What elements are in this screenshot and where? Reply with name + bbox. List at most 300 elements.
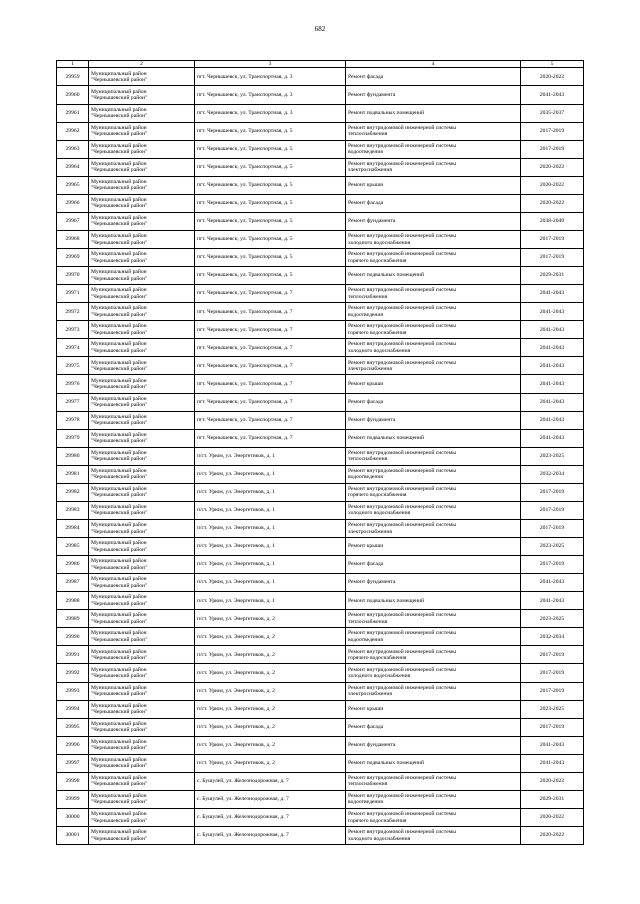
table-header bbox=[57, 61, 584, 68]
work-type-line-2: холодного водоснабжения bbox=[348, 835, 411, 842]
period-cell bbox=[521, 303, 584, 321]
work-type-cell bbox=[346, 592, 521, 610]
row-number-cell bbox=[57, 827, 89, 845]
period-cell bbox=[521, 574, 584, 592]
work-type-line-2: водоотведения bbox=[348, 311, 383, 318]
address: п/ст. Урюм, ул. Энергетиков, д. 1 bbox=[197, 507, 275, 514]
row-number-cell bbox=[57, 519, 89, 537]
municipality-line-1: Муниципальный район bbox=[91, 540, 147, 547]
row-number: 29982 bbox=[65, 489, 80, 496]
header-col-1: 1 bbox=[57, 61, 89, 68]
row-number: 29983 bbox=[65, 507, 80, 514]
work-type-line-1: Ремонт подвальных помещений bbox=[348, 760, 425, 767]
work-type-line-1: Ремонт внутридомовой инженерной системы bbox=[348, 359, 456, 366]
header-col-2: 2 bbox=[89, 61, 195, 68]
work-type-line-1: Ремонт внутридомовой инженерной системы bbox=[348, 287, 456, 294]
municipality-line-1: Муниципальный район bbox=[91, 359, 147, 366]
period: 2020-2022 bbox=[539, 814, 565, 821]
row-number-cell bbox=[57, 249, 89, 267]
work-type-line-2: теплоснабжения bbox=[348, 456, 388, 463]
row-number: 29974 bbox=[65, 344, 80, 351]
address-cell bbox=[195, 754, 346, 772]
table-row bbox=[57, 519, 584, 537]
work-type-line-1: Ремонт внутридомовой инженерной системы bbox=[348, 612, 456, 619]
address: п/ст. Урюм, ул. Энергетиков, д. 1 bbox=[197, 597, 275, 604]
work-type-line-2: водоотведения bbox=[348, 474, 383, 481]
address: пгт. Чернышевск, ул. Транспортная, д. 5 bbox=[197, 145, 293, 152]
municipality-cell bbox=[89, 827, 195, 845]
work-type-line-1: Ремонт подвальных помещений bbox=[348, 272, 425, 279]
period: 2041-2043 bbox=[539, 398, 565, 405]
municipality-line-1: Муниципальный район bbox=[91, 106, 147, 113]
municipality-cell bbox=[89, 646, 195, 664]
row-number: 29965 bbox=[65, 182, 80, 189]
municipality-line-2: "Чернышевский район" bbox=[91, 618, 148, 625]
work-type-line-1: Ремонт фундамента bbox=[348, 416, 396, 423]
municipality-cell bbox=[89, 538, 195, 556]
header-row bbox=[57, 61, 584, 68]
municipality-line-1: Муниципальный район bbox=[91, 269, 147, 276]
period: 2017-2019 bbox=[539, 723, 565, 730]
address: п/ст. Урюм, ул. Энергетиков, д. 2 bbox=[197, 742, 275, 749]
municipality-line-1: Муниципальный район bbox=[91, 576, 147, 583]
period: 2017-2019 bbox=[539, 561, 565, 568]
address-cell bbox=[195, 519, 346, 537]
work-type-line-2: горячего водоснабжения bbox=[348, 329, 407, 336]
municipality-cell bbox=[89, 230, 195, 248]
municipality-line-1: Муниципальный район bbox=[91, 666, 147, 673]
address-cell bbox=[195, 86, 346, 104]
row-number-cell bbox=[57, 610, 89, 628]
period: 2023-2025 bbox=[539, 705, 565, 712]
municipality-cell bbox=[89, 375, 195, 393]
municipality-line-1: Муниципальный район bbox=[91, 160, 147, 167]
period-cell bbox=[521, 465, 584, 483]
municipality-cell bbox=[89, 790, 195, 808]
municipality-cell bbox=[89, 700, 195, 718]
municipality-cell bbox=[89, 267, 195, 285]
municipality-line-1: Муниципальный район bbox=[91, 233, 147, 240]
municipality-cell bbox=[89, 574, 195, 592]
row-number-cell bbox=[57, 230, 89, 248]
period-cell bbox=[521, 339, 584, 357]
work-type-line-2: теплоснабжения bbox=[348, 293, 388, 300]
work-type-line-2: горячего водоснабжения bbox=[348, 492, 407, 499]
row-number: 29973 bbox=[65, 326, 80, 333]
address: пгт. Чернышевск, ул. Транспортная, д. 7 bbox=[197, 362, 293, 369]
address-cell bbox=[195, 483, 346, 501]
work-type-line-1: Ремонт крыши bbox=[348, 543, 384, 550]
table-row bbox=[57, 357, 584, 375]
period: 2041-2043 bbox=[539, 434, 565, 441]
address-cell bbox=[195, 465, 346, 483]
address-cell bbox=[195, 682, 346, 700]
period-cell bbox=[521, 483, 584, 501]
table-row bbox=[57, 393, 584, 411]
row-number: 29964 bbox=[65, 164, 80, 171]
address: пгт. Чернышевск, ул. Транспортная, д. 7 bbox=[197, 344, 293, 351]
period: 2017-2019 bbox=[539, 127, 565, 134]
work-type-line-1: Ремонт внутридомовой инженерной системы bbox=[348, 341, 456, 348]
municipality-cell bbox=[89, 736, 195, 754]
address-cell bbox=[195, 321, 346, 339]
row-number-cell bbox=[57, 104, 89, 122]
municipality-cell bbox=[89, 339, 195, 357]
period-cell bbox=[521, 736, 584, 754]
row-number-cell bbox=[57, 212, 89, 230]
municipality-cell bbox=[89, 754, 195, 772]
work-type-cell bbox=[346, 285, 521, 303]
work-type-line-1: Ремонт внутридомовой инженерной системы bbox=[348, 684, 456, 691]
period-cell bbox=[521, 86, 584, 104]
period: 2041-2043 bbox=[539, 579, 565, 586]
row-number-cell bbox=[57, 176, 89, 194]
work-type-cell bbox=[346, 700, 521, 718]
municipality-cell bbox=[89, 556, 195, 574]
municipality-cell bbox=[89, 519, 195, 537]
municipality-line-2: "Чернышевский район" bbox=[91, 727, 148, 734]
address-cell bbox=[195, 628, 346, 646]
row-number: 29978 bbox=[65, 416, 80, 423]
address-cell bbox=[195, 790, 346, 808]
municipality-line-2: "Чернышевский район" bbox=[91, 329, 148, 336]
period-cell bbox=[521, 501, 584, 519]
work-type-line-1: Ремонт фундамента bbox=[348, 91, 396, 98]
municipality-line-2: "Чернышевский район" bbox=[91, 745, 148, 752]
address-cell bbox=[195, 122, 346, 140]
period: 2017-2019 bbox=[539, 669, 565, 676]
work-type-cell bbox=[346, 194, 521, 212]
row-number-cell bbox=[57, 646, 89, 664]
table-row bbox=[57, 808, 584, 826]
municipality-line-2: "Чернышевский район" bbox=[91, 492, 148, 499]
row-number-cell bbox=[57, 700, 89, 718]
work-type-cell bbox=[346, 321, 521, 339]
period: 2020-2022 bbox=[539, 164, 565, 171]
table-row bbox=[57, 411, 584, 429]
municipality-line-2: "Чернышевский район" bbox=[91, 293, 148, 300]
row-number-cell bbox=[57, 574, 89, 592]
period-cell bbox=[521, 375, 584, 393]
municipality-line-2: "Чернышевский район" bbox=[91, 311, 148, 318]
work-type-line-1: Ремонт подвальных помещений bbox=[348, 434, 425, 441]
row-number: 29972 bbox=[65, 308, 80, 315]
municipality-cell bbox=[89, 68, 195, 86]
address: пгт. Чернышевск, ул. Транспортная, д. 7 bbox=[197, 398, 293, 405]
row-number-cell bbox=[57, 303, 89, 321]
municipality-line-1: Муниципальный район bbox=[91, 70, 147, 77]
table-row bbox=[57, 700, 584, 718]
work-type-cell bbox=[346, 249, 521, 267]
work-type-line-1: Ремонт крыши bbox=[348, 182, 384, 189]
address-cell bbox=[195, 194, 346, 212]
work-type-line-2: электроснабжения bbox=[348, 167, 392, 174]
row-number: 29967 bbox=[65, 218, 80, 225]
period: 2035-2037 bbox=[539, 109, 565, 116]
period: 2041-2043 bbox=[539, 362, 565, 369]
period-cell bbox=[521, 393, 584, 411]
address: п/ст. Урюм, ул. Энергетиков, д. 1 bbox=[197, 543, 275, 550]
period-cell bbox=[521, 212, 584, 230]
municipality-line-1: Муниципальный район bbox=[91, 413, 147, 420]
work-type-cell bbox=[346, 339, 521, 357]
period-cell bbox=[521, 357, 584, 375]
work-type-cell bbox=[346, 230, 521, 248]
address: пгт. Чернышевск, ул. Транспортная, д. 7 bbox=[197, 308, 293, 315]
table-row bbox=[57, 104, 584, 122]
municipality-line-1: Муниципальный район bbox=[91, 558, 147, 565]
table-row bbox=[57, 285, 584, 303]
header-col-4: 4 bbox=[346, 61, 521, 68]
work-type-line-1: Ремонт внутридомовой инженерной системы bbox=[348, 251, 456, 258]
address-cell bbox=[195, 501, 346, 519]
work-type-cell bbox=[346, 158, 521, 176]
work-type-cell bbox=[346, 646, 521, 664]
period: 2023-2025 bbox=[539, 543, 565, 550]
municipality-line-2: "Чернышевский район" bbox=[91, 420, 148, 427]
row-number-cell bbox=[57, 267, 89, 285]
table-row bbox=[57, 249, 584, 267]
row-number: 30001 bbox=[65, 832, 80, 839]
row-number: 29976 bbox=[65, 380, 80, 387]
address: п/ст. Урюм, ул. Энергетиков, д. 1 bbox=[197, 471, 275, 478]
row-number-cell bbox=[57, 736, 89, 754]
table-row bbox=[57, 321, 584, 339]
municipality-line-2: "Чернышевский район" bbox=[91, 564, 148, 571]
municipality-line-2: "Чернышевский район" bbox=[91, 835, 148, 842]
row-number-cell bbox=[57, 628, 89, 646]
municipality-line-1: Муниципальный район bbox=[91, 793, 147, 800]
row-number: 29998 bbox=[65, 778, 80, 785]
row-number-cell bbox=[57, 447, 89, 465]
municipality-line-1: Муниципальный район bbox=[91, 196, 147, 203]
row-number: 29981 bbox=[65, 471, 80, 478]
work-type-cell bbox=[346, 754, 521, 772]
municipality-line-1: Муниципальный район bbox=[91, 630, 147, 637]
municipality-line-2: "Чернышевский район" bbox=[91, 402, 148, 409]
period: 2041-2043 bbox=[539, 742, 565, 749]
period: 2017-2019 bbox=[539, 254, 565, 261]
table-row bbox=[57, 447, 584, 465]
work-type-cell bbox=[346, 827, 521, 845]
municipality-line-2: "Чернышевский район" bbox=[91, 365, 148, 372]
municipality-line-1: Муниципальный район bbox=[91, 684, 147, 691]
municipality-line-2: "Чернышевский район" bbox=[91, 113, 148, 120]
municipality-line-1: Муниципальный район bbox=[91, 431, 147, 438]
table-row bbox=[57, 176, 584, 194]
work-type-line-1: Ремонт внутридомовой инженерной системы bbox=[348, 522, 456, 529]
row-number: 29994 bbox=[65, 705, 80, 712]
period: 2032-2034 bbox=[539, 471, 565, 478]
row-number-cell bbox=[57, 321, 89, 339]
work-type-line-2: теплоснабжения bbox=[348, 781, 388, 788]
municipality-cell bbox=[89, 718, 195, 736]
address-cell bbox=[195, 429, 346, 447]
municipality-line-1: Муниципальный район bbox=[91, 738, 147, 745]
municipality-line-1: Муниципальный район bbox=[91, 829, 147, 836]
table-row bbox=[57, 194, 584, 212]
municipality-line-1: Муниципальный район bbox=[91, 485, 147, 492]
municipality-line-2: "Чернышевский район" bbox=[91, 691, 148, 698]
work-type-line-2: холодного водоснабжения bbox=[348, 239, 411, 246]
row-number-cell bbox=[57, 411, 89, 429]
work-type-line-2: водоотведения bbox=[348, 636, 383, 643]
period: 2023-2025 bbox=[539, 615, 565, 622]
row-number: 29990 bbox=[65, 633, 80, 640]
table-row bbox=[57, 122, 584, 140]
work-type-cell bbox=[346, 664, 521, 682]
period-cell bbox=[521, 610, 584, 628]
municipality-line-1: Муниципальный район bbox=[91, 720, 147, 727]
work-type-cell bbox=[346, 628, 521, 646]
work-type-line-1: Ремонт внутридомовой инженерной системы bbox=[348, 504, 456, 511]
table-row bbox=[57, 664, 584, 682]
address: п/ст. Урюм, ул. Энергетиков, д. 1 bbox=[197, 489, 275, 496]
period: 2017-2019 bbox=[539, 489, 565, 496]
address: п/ст. Урюм, ул. Энергетиков, д. 2 bbox=[197, 705, 275, 712]
table-row bbox=[57, 465, 584, 483]
address-cell bbox=[195, 285, 346, 303]
municipality-cell bbox=[89, 303, 195, 321]
municipality-line-2: "Чернышевский район" bbox=[91, 76, 148, 83]
address: п/ст. Урюм, ул. Энергетиков, д. 2 bbox=[197, 687, 275, 694]
municipality-cell bbox=[89, 285, 195, 303]
row-number-cell bbox=[57, 772, 89, 790]
row-number: 29984 bbox=[65, 525, 80, 532]
municipality-line-2: "Чернышевский район" bbox=[91, 600, 148, 607]
period-cell bbox=[521, 538, 584, 556]
work-type-cell bbox=[346, 411, 521, 429]
address: с. Бушулей, ул. Железнодорожная, д. 7 bbox=[197, 832, 289, 839]
work-type-line-2: холодного водоснабжения bbox=[348, 510, 411, 517]
work-type-line-1: Ремонт внутридомовой инженерной системы bbox=[348, 142, 456, 149]
address: пгт. Чернышевск, ул. Транспортная, д. 5 bbox=[197, 127, 293, 134]
address-cell bbox=[195, 303, 346, 321]
period: 2023-2025 bbox=[539, 453, 565, 460]
municipality-cell bbox=[89, 808, 195, 826]
municipality-cell bbox=[89, 772, 195, 790]
period: 2029-2031 bbox=[539, 272, 565, 279]
municipality-cell bbox=[89, 86, 195, 104]
period: 2017-2019 bbox=[539, 687, 565, 694]
work-type-cell bbox=[346, 610, 521, 628]
period-cell bbox=[521, 267, 584, 285]
period-cell bbox=[521, 628, 584, 646]
row-number: 29991 bbox=[65, 651, 80, 658]
address-cell bbox=[195, 212, 346, 230]
work-type-line-2: теплоснабжения bbox=[348, 618, 388, 625]
municipality-line-1: Муниципальный район bbox=[91, 756, 147, 763]
row-number: 29966 bbox=[65, 200, 80, 207]
address: п/ст. Урюм, ул. Энергетиков, д. 2 bbox=[197, 723, 275, 730]
row-number: 29960 bbox=[65, 91, 80, 98]
row-number-cell bbox=[57, 429, 89, 447]
work-type-line-1: Ремонт внутридомовой инженерной системы bbox=[348, 630, 456, 637]
period-cell bbox=[521, 772, 584, 790]
address-cell bbox=[195, 393, 346, 411]
table-row bbox=[57, 827, 584, 845]
row-number-cell bbox=[57, 86, 89, 104]
period-cell bbox=[521, 285, 584, 303]
work-type-line-1: Ремонт внутридомовой инженерной системы bbox=[348, 124, 456, 131]
period-cell bbox=[521, 682, 584, 700]
work-type-line-2: холодного водоснабжения bbox=[348, 673, 411, 679]
work-type-line-1: Ремонт внутридомовой инженерной системы bbox=[348, 666, 456, 673]
row-number: 29993 bbox=[65, 687, 80, 694]
table-row bbox=[57, 646, 584, 664]
row-number: 29979 bbox=[65, 434, 80, 441]
municipality-line-1: Муниципальный район bbox=[91, 504, 147, 511]
address-cell bbox=[195, 339, 346, 357]
work-type-cell bbox=[346, 556, 521, 574]
address: п/ст. Урюм, ул. Энергетиков, д. 2 bbox=[197, 669, 275, 676]
work-type-cell bbox=[346, 483, 521, 501]
address-cell bbox=[195, 646, 346, 664]
work-type-cell bbox=[346, 393, 521, 411]
table-row bbox=[57, 736, 584, 754]
period: 2041-2043 bbox=[539, 308, 565, 315]
work-type-line-1: Ремонт фундамента bbox=[348, 579, 396, 586]
period-cell bbox=[521, 447, 584, 465]
row-number: 29977 bbox=[65, 398, 80, 405]
work-type-line-2: теплоснабжения bbox=[348, 131, 388, 138]
header-col-3: 3 bbox=[195, 61, 346, 68]
table-row bbox=[57, 790, 584, 808]
municipality-cell bbox=[89, 357, 195, 375]
period: 2020-2022 bbox=[539, 73, 565, 80]
municipality-line-2: "Чернышевский район" bbox=[91, 781, 148, 788]
table-row bbox=[57, 538, 584, 556]
address-cell bbox=[195, 772, 346, 790]
municipality-cell bbox=[89, 447, 195, 465]
table-row bbox=[57, 429, 584, 447]
address: п/ст. Урюм, ул. Энергетиков, д. 1 bbox=[197, 453, 275, 460]
municipality-line-1: Муниципальный район bbox=[91, 395, 147, 402]
row-number: 29969 bbox=[65, 254, 80, 261]
row-number-cell bbox=[57, 122, 89, 140]
address: пгт. Чернышевск, ул. Транспортная, д. 5 bbox=[197, 200, 293, 207]
address-cell bbox=[195, 827, 346, 845]
municipality-line-2: "Чернышевский район" bbox=[91, 654, 148, 661]
row-number: 29987 bbox=[65, 579, 80, 586]
work-type-line-1: Ремонт внутридомовой инженерной системы bbox=[348, 233, 456, 240]
work-type-line-2: электроснабжения bbox=[348, 691, 392, 698]
work-type-line-1: Ремонт подвальных помещений bbox=[348, 109, 425, 116]
municipality-line-1: Муниципальный район bbox=[91, 215, 147, 222]
row-number-cell bbox=[57, 194, 89, 212]
row-number-cell bbox=[57, 140, 89, 158]
address-cell bbox=[195, 411, 346, 429]
work-type-line-1: Ремонт внутридомовой инженерной системы bbox=[348, 793, 456, 800]
address: п/ст. Урюм, ул. Энергетиков, д. 1 bbox=[197, 525, 275, 532]
period-cell bbox=[521, 122, 584, 140]
municipality-line-2: "Чернышевский район" bbox=[91, 709, 148, 716]
address-cell bbox=[195, 556, 346, 574]
municipality-line-2: "Чернышевский район" bbox=[91, 474, 148, 481]
address: пгт. Чернышевск, ул. Транспортная, д. 5 bbox=[197, 218, 293, 225]
address-cell bbox=[195, 68, 346, 86]
municipality-cell bbox=[89, 140, 195, 158]
table-row bbox=[57, 772, 584, 790]
row-number-cell bbox=[57, 592, 89, 610]
work-type-cell bbox=[346, 176, 521, 194]
municipality-cell bbox=[89, 104, 195, 122]
table-row bbox=[57, 483, 584, 501]
table-row bbox=[57, 718, 584, 736]
municipality-line-2: "Чернышевский район" bbox=[91, 528, 148, 535]
period: 2041-2043 bbox=[539, 326, 565, 333]
municipality-line-2: "Чернышевский район" bbox=[91, 185, 148, 192]
